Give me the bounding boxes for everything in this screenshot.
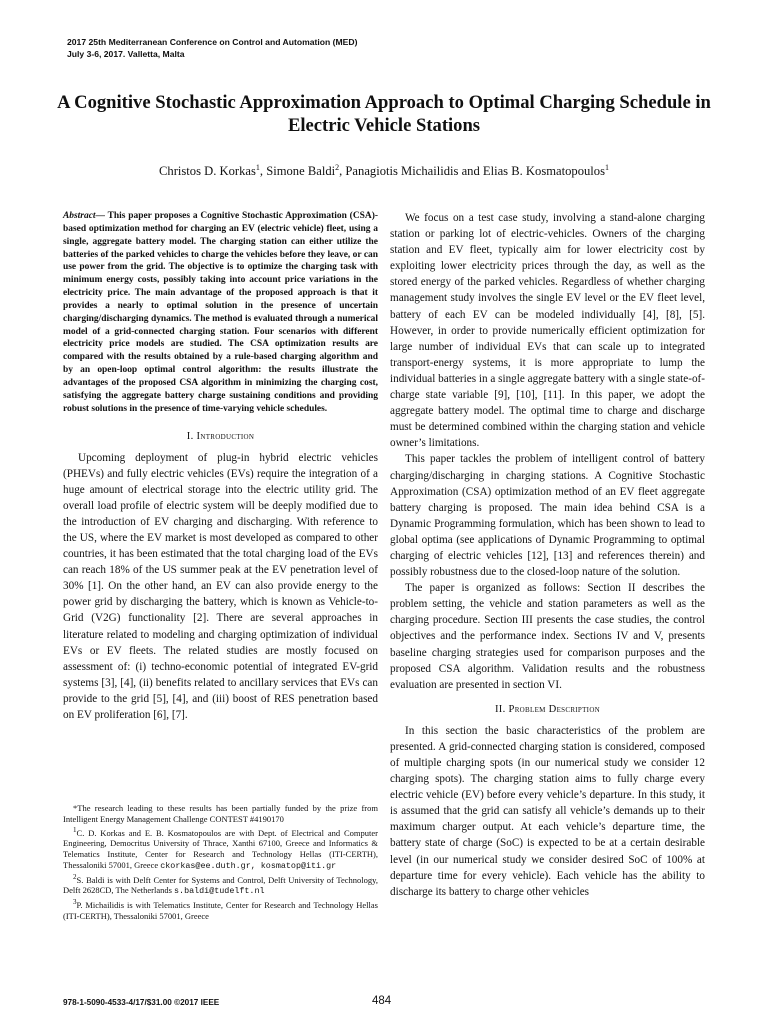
body-paragraph: In this section the basic characteristics of the problem are presented. A grid-connected charging station is considered, composed of multiple charging spots (in our numerical study we consider 12 charging spots). The charging station aims to fully charge every electric vehicle (EV) before every vehicle’s departure. In this study, it is assumed that the grid can satisfy all vehicle’s demands up to their maximum charger output. At each vehicle’s departure time, the battery state of charge (SoC) is expected to be at a certain desirable level (in our numerical study we consider desired SoC of 100% at departure time for every vehicle). Each vehicle has the ability to discharge its battery to charge other vehicles (390, 724, 705, 898)
author-name: Christos D. Korkas (159, 164, 256, 179)
author-affiliation-mark: 2 (335, 163, 340, 172)
author-separator: and (458, 164, 483, 179)
affiliation-text: S. Baldi is with Delft Center for Systems and Control, Delft University of Technology, Delft 2628CD, The Netherlands (63, 874, 378, 896)
introduction-paragraph: Upcoming deployment of plug-in hybrid electric vehicles (PHEVs) and fully electric vehicles (EVs) require the integration of a huge amount of electrical storage into the electric utility grid. The overall load profile of electric system will be deeply modified due to the introduction of EV charging and discharging. With reference to the US, where the EV market is most developed as compared to other countries, it has been estimated that the total charging load of the EVs can reach 18% of the US summer peak at the EV penetration level of 30% [1]. On the other hand, an EV can also provide energy to the power grid by discharging the battery, which is known as Vehicle-to-Grid (V2G) functionality [2]. There are several approaches in literature related to modeling and charging optimization of individual EVs or EV fleets. The related studies are mostly focused on assessment of: (i) techno-economic potential of integrated EV-grid systems [3], [4], (ii) benefits related to ancillary services that EVs can provide to the grid [5], [4], and (iii) boost of RES penetration based on EV proliferation [6], [7]. (63, 451, 378, 721)
conference-date-location: July 3-6, 2017. Valletta, Malta (67, 49, 185, 59)
author-separator: , (259, 164, 267, 179)
body-paragraph: The paper is organized as follows: Section II describes the problem setting, the vehicle and station parameters as well as the charging procedure. Section III presents the case studies, the control objectives and the performance index. Sections IV and V, presents baseline charging strategies used for comparison purposes and the proposed CSA algorithm. Validation results and the robustness evaluation are presented in section VI. (390, 582, 705, 691)
body-paragraph: This paper tackles the problem of intelligent control of battery charging/discharging in charging stations. A Cognitive Stochastic Approximation (CSA) optimization method of an EV fleet aggregate battery charging is proposed. The main idea behind CSA is a Dynamic Programming formulation, which has been shown to lead to global optima (see applications of Dynamic Programming to optimal charging of electric vehicles [12], [13] and references therein) and possibly robustness due to the closed-loop nature of the solution. (390, 453, 705, 579)
right-column (390, 210, 705, 900)
page-number: 484 (372, 995, 392, 1007)
footnote-mark: 2 (73, 872, 77, 881)
copyright-line: 978-1-5090-4533-4/17/$31.00 ©2017 IEEE (63, 998, 220, 1007)
author-name: Elias B. Kosmatopoulos (482, 164, 605, 179)
affiliation-text: P. Michailidis is with Telematics Institute, Center for Research and Technology Hellas (ITI-CERTH), Thessaloniki 57001, Greece (63, 899, 378, 921)
footnote-mark: 3 (73, 898, 77, 907)
author-affiliation-mark: 1 (255, 163, 260, 172)
funding-footnote: *The research leading to these results has been partially funded by the prize from Intelligent Energy Management Challenge CONTEST #4190170 (63, 803, 378, 824)
left-column (63, 210, 378, 723)
footnotes (63, 803, 378, 921)
section-heading-introduction: I. Introduction (186, 430, 255, 442)
author-name: Simone Baldi (266, 164, 336, 179)
email-address: s.baldi@tudelft.nl (174, 886, 265, 897)
affiliation-footnote-2 (63, 872, 378, 897)
conference-name: 2017 25th Mediterranean Conference on Control and Automation (MED) (67, 37, 358, 47)
abstract-dash: — (95, 211, 108, 221)
paper-title: A Cognitive Stochastic Approximation Approach to Optimal Charging Schedule in Electric Vehicle Stations (57, 92, 711, 136)
author-separator: , (339, 164, 346, 179)
section-heading-problem-description: II. Problem Description (494, 703, 601, 715)
abstract-text: This paper proposes a Cognitive Stochastic Approximation (CSA)-based optimization method for charging an EV (electric vehicle) fleet, using a single, aggregate battery model. The charging station can either utilize the batteries of the parked vehicles to charge the vehicles before they leave, or can use power from the grid. The objective is to optimize the charging task with minimum energy costs, possibly taking into account price variations in the electricity price. The main advantage of the proposed approach is that it provides a nearly to optimal solution in the presence of uncertain charging/discharging dynamics. The method is evaluated through a numerical model of a grid-connected charging station. Four scenarios with different electricity price models are studied. The CSA optimization results are compared with the results obtained by a rule-based charging algorithm and by an open-loop optimal control algorithm: the results illustrate the advantages of the proposed CSA algorithm in minimizing the charging cost, satisfying the aggregate battery charge sustaining conditions and providing robust solutions in the presence of time-varying vehicle schedules. (63, 211, 378, 414)
author-name: Panagiotis Michailidis (345, 164, 459, 179)
affiliation-footnote-3 (63, 897, 378, 921)
author-list (50, 160, 718, 179)
abstract-label: Abstract (63, 211, 96, 221)
affiliation-footnote-1 (63, 825, 378, 872)
abstract (63, 210, 378, 416)
body-paragraph: We focus on a test case study, involving a stand-alone charging station or parking lot of electric-vehicles. Owners of the charging station and EV fleet, typically aim for lower electricity cost by exploiting lower electricity prices through the day, as well as the stored energy of the parked vehicles. Regardless of whether charging management study involves the single EV level or the EV fleet level, battery of each EV can be modeled individually [4], [8], [5]. However, in order to provide numerically efficient optimization for large number of individual EVs that can scale up to integrated transport-energy systems, it is more appropriate to lump the individual batteries in a single aggregate battery with a single state-of-charge state variable [9], [10], [11]. In this paper, we adopt the aggregate battery model. The optimal time to charge and discharge must be determined combined within the charging station and vehicle owner’s limitations. (390, 212, 706, 450)
conference-header (67, 36, 357, 60)
author-affiliation-mark: 1 (605, 163, 609, 172)
affiliation-text: C. D. Korkas and E. B. Kosmatopoulos are with Dept. of Electrical and Computer Engineering, Democritus University of Thrace, Xanthi 67100, Greece and Informatics & Telematics Institute, Center for Research and Technology Hellas (ITI-CERTH), Thessaloniki 57001, Greece (63, 827, 378, 870)
email-addresses: ckorkas@ee.duth.gr, kosmatop@iti.gr (160, 860, 337, 871)
footnote-mark: 1 (73, 825, 77, 834)
